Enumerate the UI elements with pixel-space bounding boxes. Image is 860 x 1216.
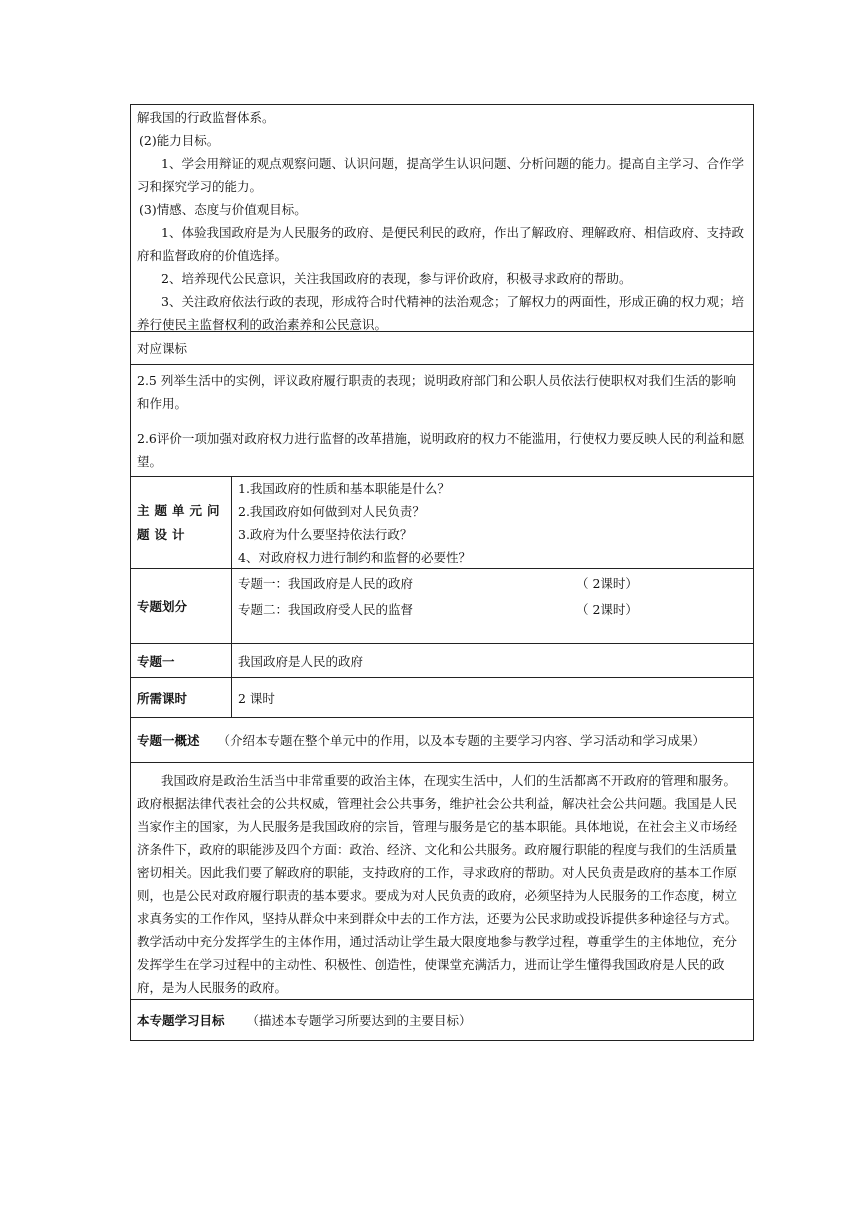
question-item: 1.我国政府的性质和基本职能是什么？ xyxy=(238,481,450,496)
emotion-item-3: 3、关注政府依法行政的表现，形成符合时代精神的法治观念；了解权力的两面性，形成正确的权力观；培养行使民主监督权利的政治素养和公民意识。 xyxy=(137,294,744,332)
questions-row xyxy=(131,477,753,569)
overview-body: 我国政府是政治生活当中非常重要的政治主体，在现实生活中，人们的生活都离不开政府的管理和服务。政府根据法律代表社会的公共权威，管理社会公共事务，维护社会公共利益，解决社会公共问题。我国是人民当家作主的国家，为人民服务是我国政府的宗旨，管理与服务是它的基本职能。具体地说，在社会主义市场经济条件下，政府的职能涉及四个方面：政治、经济、文化和公共服务。政府履行职能的程度与我们的生活质量密切相关。因此我们要了解政府的职能，支持政府的工作，寻求政府的帮助。对人民负责是政府的基本工作原则，也是公民对政府履行职责的基本要求。要成为对人民负责的政府，必须坚持为人民服务的工作态度，树立求真务实的工作作风，坚持从群众中来到群众中去的工作方法，还要为公民求助或投诉提供多种途径与方式。教学活动中充分发挥学生的主体作用，通过活动让学生最大限度地参与教学过程，尊重学生的主体地位，充分发挥学生在学习过程中的主动性、积极性、创造性，使课堂充满活力，进而让学生懂得我国政府是人民的政府，是为人民服务的政府。 xyxy=(137,773,738,995)
questions-list xyxy=(232,477,753,568)
standards-heading: 对应课标 xyxy=(137,340,188,356)
overview-label: 专题一概述 xyxy=(137,732,200,748)
unit-plan-table xyxy=(130,104,754,1041)
standard-item-1: 2.5 列举生活中的实例，评议政府履行职责的表现；说明政府部门和公职人员依法行使职权对我们生活的影响和作用。 xyxy=(137,373,736,411)
goals-block xyxy=(131,105,753,332)
topic-hours: （ 2课时） xyxy=(576,602,638,617)
hours-value: 2 课时 xyxy=(238,690,275,706)
question-item: 2.我国政府如何做到对人民负责？ xyxy=(238,504,425,519)
ability-heading: (2)能力目标。 xyxy=(139,133,220,148)
emotion-heading: (3)情感、态度与价值观目标。 xyxy=(139,202,307,217)
topic-one-row xyxy=(131,644,753,678)
overview-note: （介绍本专题在整个单元中的作用，以及本专题的主要学习内容、学习活动和学习成果） xyxy=(217,732,705,748)
question-item: 4、对政府权力进行制约和监督的必要性？ xyxy=(238,550,471,565)
topics-row xyxy=(131,569,753,644)
emotion-item-2: 2、培养现代公民意识，关注我国政府的表现，参与评价政府，积极寻求政府的帮助。 xyxy=(161,271,632,286)
topic-item xyxy=(238,597,747,623)
topic-hours: （ 2课时） xyxy=(576,576,638,591)
goals-line-1: 解我国的行政监督体系。 xyxy=(137,110,275,125)
learning-goals-note: （描述本专题学习所要达到的主要目标） xyxy=(246,1012,472,1028)
topic-name: 专题二：我国政府受人民的监督 xyxy=(238,602,414,617)
questions-label: 主题单元问题设计 xyxy=(131,477,232,568)
question-item: 3.政府为什么要坚持依法行政？ xyxy=(238,527,413,542)
standards-heading-row xyxy=(131,332,753,365)
topic-one-value: 我国政府是人民的政府 xyxy=(238,653,364,669)
learning-goals-row xyxy=(131,1000,753,1040)
hours-row xyxy=(131,678,753,718)
hours-label: 所需课时 xyxy=(131,678,232,717)
topics-label: 专题划分 xyxy=(131,569,232,643)
topic-one-label: 专题一 xyxy=(131,644,232,677)
topic-item xyxy=(238,571,747,597)
overview-body-row xyxy=(131,763,753,1000)
learning-goals-label: 本专题学习目标 xyxy=(137,1012,225,1028)
ability-item-1: 1、学会用辩证的观点观察问题、认识问题，提高学生认识问题、分析问题的能力。提高自主学习、合作学习和探究学习的能力。 xyxy=(137,156,744,194)
overview-heading-row xyxy=(131,718,753,763)
standard-item-2: 2.6评价一项加强对政府权力进行监督的改革措施，说明政府的权力不能滥用，行使权力要反映人民的利益和愿望。 xyxy=(137,431,745,469)
emotion-item-1: 1、体验我国政府是为人民服务的政府、是便民利民的政府，作出了解政府、理解政府、相信政府、支持政府和监督政府的价值选择。 xyxy=(137,225,744,263)
standards-content xyxy=(131,365,753,477)
topic-name: 专题一：我国政府是人民的政府 xyxy=(238,576,414,591)
topics-list xyxy=(232,569,753,643)
